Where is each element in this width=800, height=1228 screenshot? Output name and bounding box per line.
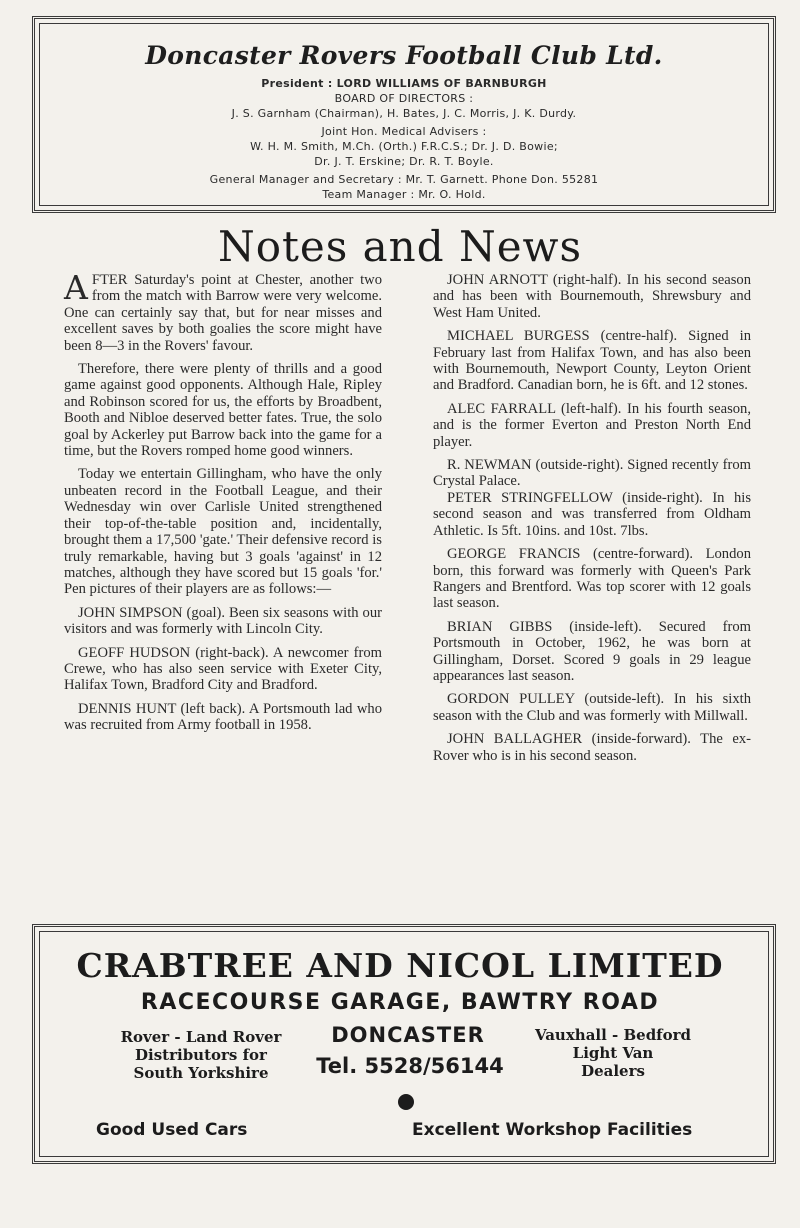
article-paragraph-text: FTER Saturday's point at Chester, another two from the match with Barrow were very welcome. One can certainly say that, but for near misses and excellent saves by both goalies the score might have been 8—3 in the Rovers' favour. bbox=[64, 272, 382, 354]
bullet-dot-icon bbox=[398, 1094, 414, 1110]
advert-footer-right: Excellent Workshop Facilities bbox=[412, 1120, 693, 1140]
medical-heading: Joint Hon. Medical Advisers : bbox=[321, 125, 487, 138]
advert-company: CRABTREE AND NICOL LIMITED bbox=[76, 946, 724, 985]
medical-line-1: W. H. M. Smith, M.Ch. (Orth.) F.R.C.S.; Dr. J. D. Bowie; bbox=[250, 140, 558, 153]
article-column-left bbox=[64, 268, 382, 741]
player-note: ALEC FARRALL (left-half). In his fourth season, and is the former Everton and Preston North End player. bbox=[433, 400, 751, 450]
club-name: Doncaster Rovers Football Club Ltd. bbox=[145, 41, 663, 70]
article-paragraph bbox=[64, 268, 382, 354]
article-column-right bbox=[433, 272, 751, 771]
president-line: President : LORD WILLIAMS OF BARNBURGH bbox=[261, 77, 547, 90]
player-note: R. NEWMAN (outside-right). Signed recently from Crystal Palace. bbox=[433, 457, 751, 490]
article-paragraph: Today we entertain Gillingham, who have the only unbeaten record in the Football League, and their Wednesday win over Carlisle United strengthened their top-of-the-table position and, incidentally, brought them a 17,500 'gate.' Their defensive record is truly remarkable, having but 3 goals 'against' in 12 matches, although they have scored but 15 goals 'for.' Pen pictures of their players are as follows:— bbox=[64, 466, 382, 598]
directors-line: J. S. Garnham (Chairman), H. Bates, J. C. Morris, J. K. Durdy. bbox=[231, 107, 577, 120]
advert-right-line: Vauxhall - Bedford bbox=[534, 1026, 692, 1044]
player-note: DENNIS HUNT (left back). A Portsmouth lad who was recruited from Army football in 1958. bbox=[64, 700, 382, 734]
board-heading: BOARD OF DIRECTORS : bbox=[334, 92, 474, 105]
medical-line-2: Dr. J. T. Erskine; Dr. R. T. Boyle. bbox=[314, 155, 494, 168]
advert-left-line: South Yorkshire bbox=[133, 1064, 269, 1082]
page-title: Notes and News bbox=[217, 222, 583, 271]
player-note: JOHN SIMPSON (goal). Been six seasons with our visitors and was formerly with Lincoln City. bbox=[64, 604, 382, 638]
article-paragraph: Therefore, there were plenty of thrills and a good game against good opponents. Although Hale, Ripley and Robinson scored for us, the efforts by Broadbent, Booth and Nibloe deserved better fates. True, the solo goal by Ackerley put Barrow back into the game for a time, but the Rovers romped home good winners. bbox=[64, 361, 382, 460]
player-note: PETER STRINGFELLOW (inside-right). In his second season and was transferred from Oldham Athletic. Is 5ft. 10ins. and 10st. 7lbs. bbox=[433, 489, 751, 539]
player-note: BRIAN GIBBS (inside-left). Secured from Portsmouth in October, 1962, he was born at Gillingham, Dorset. Scored 9 goals in 29 league appearances last season. bbox=[433, 618, 751, 684]
advert-left-block bbox=[86, 1028, 316, 1082]
player-note: GEORGE FRANCIS (centre-forward). London born, this forward was formerly with Queen's Park Rangers and Brentford. Was top scorer with 12 goals last season. bbox=[433, 546, 751, 612]
drop-cap: A bbox=[64, 268, 88, 307]
player-note: GEOFF HUDSON (right-back). A newcomer from Crewe, who has also seen service with Exeter City, Halifax Town, Bradford City and Bradford. bbox=[64, 644, 382, 694]
player-note: JOHN ARNOTT (right-half). In his second season and has been with Bournemouth, Shrewsbury and West Ham United. bbox=[433, 272, 751, 321]
advert-footer-left: Good Used Cars bbox=[96, 1120, 248, 1140]
advert-city: DONCASTER bbox=[331, 1023, 485, 1047]
header-box bbox=[32, 16, 776, 213]
advert-right-block bbox=[508, 1026, 718, 1080]
advert-telephone: Tel. 5528/56144 bbox=[316, 1054, 504, 1078]
player-note: JOHN BALLAGHER (inside-forward). The ex-Rover who is in his second season. bbox=[433, 731, 751, 764]
secretary-line: General Manager and Secretary : Mr. T. Garnett. Phone Don. 55281 bbox=[209, 173, 599, 186]
header-content bbox=[35, 41, 773, 202]
player-note: MICHAEL BURGESS (centre-half). Signed in February last from Halifax Town, and has also been with Bournemouth, Newport County, Leyton Orient and Bradford. Canadian born, he is 6ft. and 12 stones. bbox=[433, 328, 751, 394]
advert-left-line: Distributors for bbox=[135, 1046, 267, 1064]
team-manager-line: Team Manager : Mr. O. Hold. bbox=[322, 188, 486, 201]
advert-left-line: Rover - Land Rover bbox=[120, 1028, 282, 1046]
advert-right-line: Dealers bbox=[581, 1062, 645, 1080]
player-note: GORDON PULLEY (outside-left). In his sixth season with the Club and was formerly with Millwall. bbox=[433, 691, 751, 724]
advert-right-line: Light Van bbox=[572, 1044, 654, 1062]
advert-garage: RACECOURSE GARAGE, BAWTRY ROAD bbox=[140, 990, 660, 1015]
